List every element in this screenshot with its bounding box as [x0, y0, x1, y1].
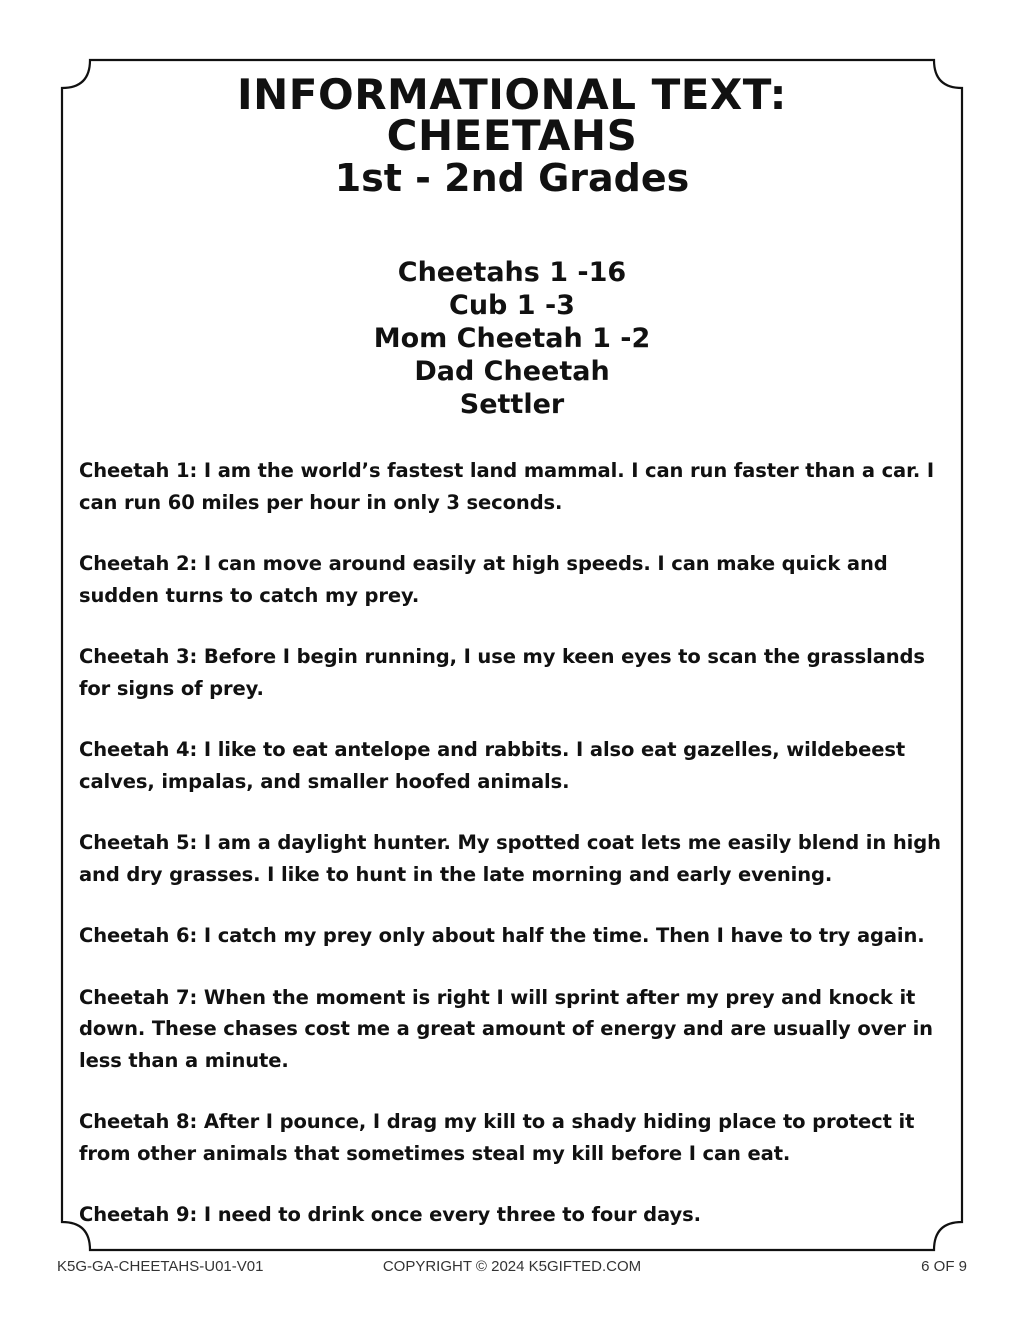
script-line: Cheetah 5: I am a daylight hunter. My spotted coat lets me easily blend in high and dry grasses. I like to hunt in the late morning and early evening. [79, 831, 941, 886]
script-line: Cheetah 2: I can move around easily at high speeds. I can make quick and sudden turns to catch my prey. [79, 552, 888, 607]
cast-list [0, 256, 1024, 421]
cast-item: Settler [459, 389, 565, 420]
title-line-2: CHEETAHS [386, 111, 638, 160]
grade-level: 1st - 2nd Grades [334, 156, 690, 200]
script-body [79, 455, 959, 1261]
cast-item: Cub 1 -3 [449, 290, 575, 321]
title-line-1: INFORMATIONAL TEXT: [237, 70, 787, 119]
cast-item: Cheetahs 1 -16 [397, 257, 627, 288]
copyright-notice: COPYRIGHT © 2024 K5GIFTED.COM [382, 1258, 642, 1275]
page-number: 6 OF 9 [921, 1258, 967, 1275]
document-code: K5G-GA-CHEETAHS-U01-V01 [57, 1258, 264, 1275]
script-line: Cheetah 6: I catch my prey only about half the time. Then I have to try again. [79, 924, 925, 947]
script-line: Cheetah 9: I need to drink once every three to four days. [79, 1203, 701, 1226]
script-line: Cheetah 3: Before I begin running, I use my keen eyes to scan the grasslands for signs of prey. [79, 645, 925, 700]
script-line: Cheetah 8: After I pounce, I drag my kill to a shady hiding place to protect it from other animals that sometimes steal my kill before I can eat. [79, 1110, 915, 1165]
title-block [0, 70, 1024, 200]
page-footer [57, 1258, 967, 1282]
cast-item: Dad Cheetah [414, 356, 610, 387]
script-line: Cheetah 7: When the moment is right I will sprint after my prey and knock it down. These chases cost me a great amount of energy and are usually over in less than a minute. [79, 985, 933, 1072]
script-line: Cheetah 4: I like to eat antelope and rabbits. I also eat gazelles, wildebeest calves, impalas, and smaller hoofed animals. [79, 738, 906, 793]
cast-item: Mom Cheetah 1 -2 [373, 323, 651, 354]
script-line: Cheetah 1: I am the world’s fastest land mammal. I can run faster than a car. I can run 60 miles per hour in only 3 seconds. [79, 459, 934, 514]
